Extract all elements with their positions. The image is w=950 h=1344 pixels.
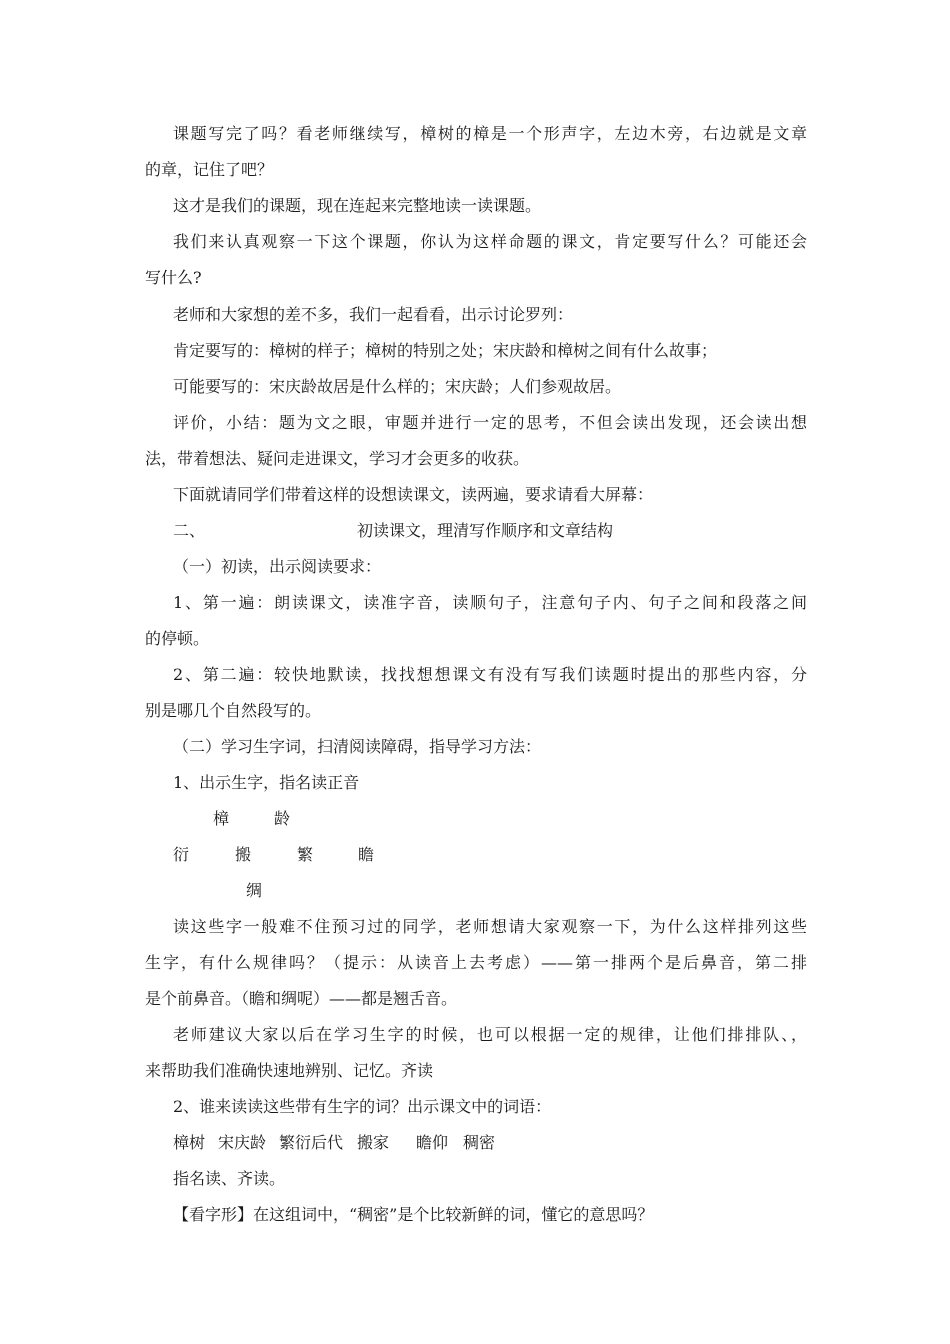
paragraph-line: 的章，记住了吧？ — [145, 160, 274, 179]
character-item: 搬 — [235, 845, 252, 864]
character-item: 龄 — [274, 809, 291, 828]
paragraph-line: 别是哪几个自然段写的。 — [145, 701, 322, 720]
vocab-word: 搬家 — [357, 1133, 390, 1152]
paragraph-line: 下面就请同学们带着这样的设想读课文，读两遍，要求请看大屏幕： — [173, 485, 654, 504]
vocab-word: 宋庆龄 — [218, 1133, 267, 1152]
paragraph-line: 的停顿。 — [145, 629, 210, 648]
subsection-heading: （二）学习生字词，扫清阅读障碍，指导学习方法： — [173, 737, 542, 756]
character-item: 绸 — [246, 881, 263, 900]
character-item: 瞻 — [358, 845, 375, 864]
vocab-word: 樟树 — [173, 1133, 206, 1152]
paragraph-line: 肯定要写的：樟树的样子；樟树的特别之处；宋庆龄和樟树之间有什么故事； — [173, 341, 718, 360]
paragraph-line: 是个前鼻音。（瞻和绸呢）——都是翘舌音。 — [145, 989, 458, 1008]
character-item: 繁 — [297, 845, 314, 864]
paragraph-line: 2、谁来读读这些带有生字的词？出示课文中的词语： — [173, 1097, 552, 1116]
section-title: 初读课文，理清写作顺序和文章结构 — [357, 521, 614, 540]
paragraph-line: 老师建议大家以后在学习生字的时候，也可以根据一定的规律，让他们排排队、， — [173, 1025, 807, 1044]
paragraph-line: 老师和大家想的差不多，我们一起看看，出示讨论罗列： — [173, 305, 574, 324]
vocab-word: 瞻仰 — [416, 1133, 449, 1152]
vocab-word: 稠密 — [463, 1133, 496, 1152]
paragraph-line: 2、第二遍：较快地默读，找找想想课文有没有写我们读题时提出的那些内容，分 — [173, 665, 807, 684]
paragraph-line: 指名读、齐读。 — [173, 1169, 286, 1188]
paragraph-line: 来帮助我们准确快速地辨别、记忆。齐读 — [145, 1061, 434, 1080]
subsection-heading: （一）初读，出示阅读要求： — [173, 557, 382, 576]
paragraph-line: 法，带着想法、疑问走进课文，学习才会更多的收获。 — [145, 449, 530, 468]
paragraph-line: 这才是我们的课题，现在连起来完整地读一读课题。 — [173, 196, 542, 215]
paragraph-line: 生字，有什么规律吗？（提示：从读音上去考虑）——第一排两个是后鼻音，第二排 — [145, 953, 807, 972]
character-item: 樟 — [213, 809, 230, 828]
paragraph-line: 我们来认真观察一下这个课题，你认为这样命题的课文，肯定要写什么？可能还会 — [173, 232, 807, 251]
character-item: 衍 — [173, 845, 190, 864]
paragraph-line: 1、第一遍：朗读课文，读准字音，读顺句子，注意句子内、句子之间和段落之间 — [173, 593, 807, 612]
paragraph-line: 评价，小结：题为文之眼，审题并进行一定的思考，不但会读出发现，还会读出想 — [173, 413, 807, 432]
paragraph-line: 读这些字一般难不住预习过的同学，老师想请大家观察一下，为什么这样排列这些 — [173, 917, 807, 936]
vocab-word: 繁衍后代 — [279, 1133, 344, 1152]
paragraph-line: 写什么? — [145, 268, 202, 287]
section-number: 二、 — [173, 521, 206, 540]
paragraph-line: 1、出示生字，指名读正音 — [173, 773, 360, 792]
paragraph-line: 【看字形】在这组词中，“稠密”是个比较新鲜的词，懂它的意思吗？ — [173, 1205, 654, 1224]
paragraph-line: 课题写完了吗？看老师继续写，樟树的樟是一个形声字，左边木旁，右边就是文章 — [173, 124, 807, 143]
paragraph-line: 可能要写的：宋庆龄故居是什么样的；宋庆龄；人们参观故居。 — [173, 377, 622, 396]
